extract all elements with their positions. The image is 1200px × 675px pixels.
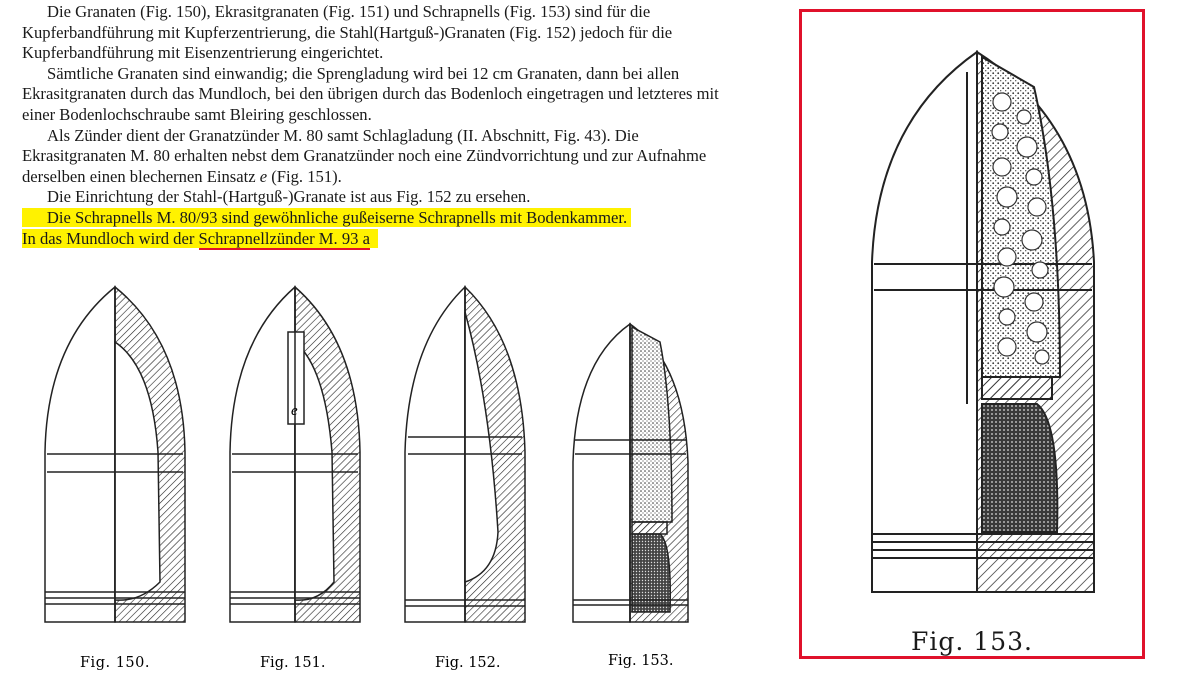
highlight-line-2-prefix: In das Mundloch wird der	[22, 228, 199, 248]
fig-151-label-e: e	[291, 403, 298, 419]
highlight-line-1	[22, 208, 631, 227]
zoomed-figure-153	[799, 9, 1145, 659]
paragraph-4: Die Einrichtung der Stahl-(Hartguß-)Granate ist aus Fig. 152 zu ersehen.	[47, 187, 531, 207]
shell-figures-svg	[20, 282, 710, 672]
underlined-fuze-name: Schrapnellzünder M. 93 a	[198, 228, 370, 248]
zoomed-shell-svg	[802, 12, 1142, 656]
fig-150-shell	[45, 287, 185, 622]
paragraph-3-tail: (Fig. 151).	[267, 166, 342, 186]
figures-panel	[20, 282, 710, 672]
zoomed-figure-caption: Fig. 153.	[911, 627, 1033, 656]
fig-151-caption: Fig. 151.	[260, 655, 326, 671]
paragraph-1: Die Granaten (Fig. 150), Ekrasitgranaten (Fig. 151) und Schrapnells (Fig. 153) sind für die Kupferbandführung mit Kupferzentrierung, die Stahl(Hartguß-)Granaten (Fig. 152) jedoch für die Kupferbandführung mit Eisenzentrierung eingerichtet.	[22, 2, 673, 63]
fig-153-shell	[573, 324, 688, 622]
paragraph-2: Sämtliche Granaten sind einwandig; die Sprengladung wird bei 12 cm Granaten, dann bei allen Ekrasitgranaten durch das Mundloch, bei den übrigen durch das Bodenloch eingetragen und letzteres mit einer Bodenlochschraube samt Bleiring geschlossen.	[22, 63, 719, 124]
fig-151-shell	[230, 287, 360, 622]
einsatz-letter: e	[259, 166, 268, 186]
fig-150-caption: Fig. 150.	[80, 655, 150, 671]
highlighted-paragraph	[22, 208, 737, 249]
document-text	[22, 2, 737, 249]
paragraph-3-text: Als Zünder dient der Granatzünder M. 80 samt Schlagladung (II. Abschnitt, Fig. 43). Die Ekrasitgranaten M. 80 erhalten nebst dem Granatzünder noch eine Zündvorrichtung und zur Aufnahme derselben einen blechernen Einsatz	[22, 125, 707, 186]
fig-153-caption: Fig. 153.	[608, 653, 674, 669]
highlight-line-1-text: Die Schrapnells M. 80/93 sind gewöhnliche gußeiserne Schrapnells mit Bodenkammer.	[46, 207, 628, 227]
paragraph-3	[22, 126, 737, 188]
fig-152-caption: Fig. 152.	[435, 655, 501, 671]
highlight-line-2	[22, 229, 378, 248]
fig-152-shell	[405, 287, 525, 622]
